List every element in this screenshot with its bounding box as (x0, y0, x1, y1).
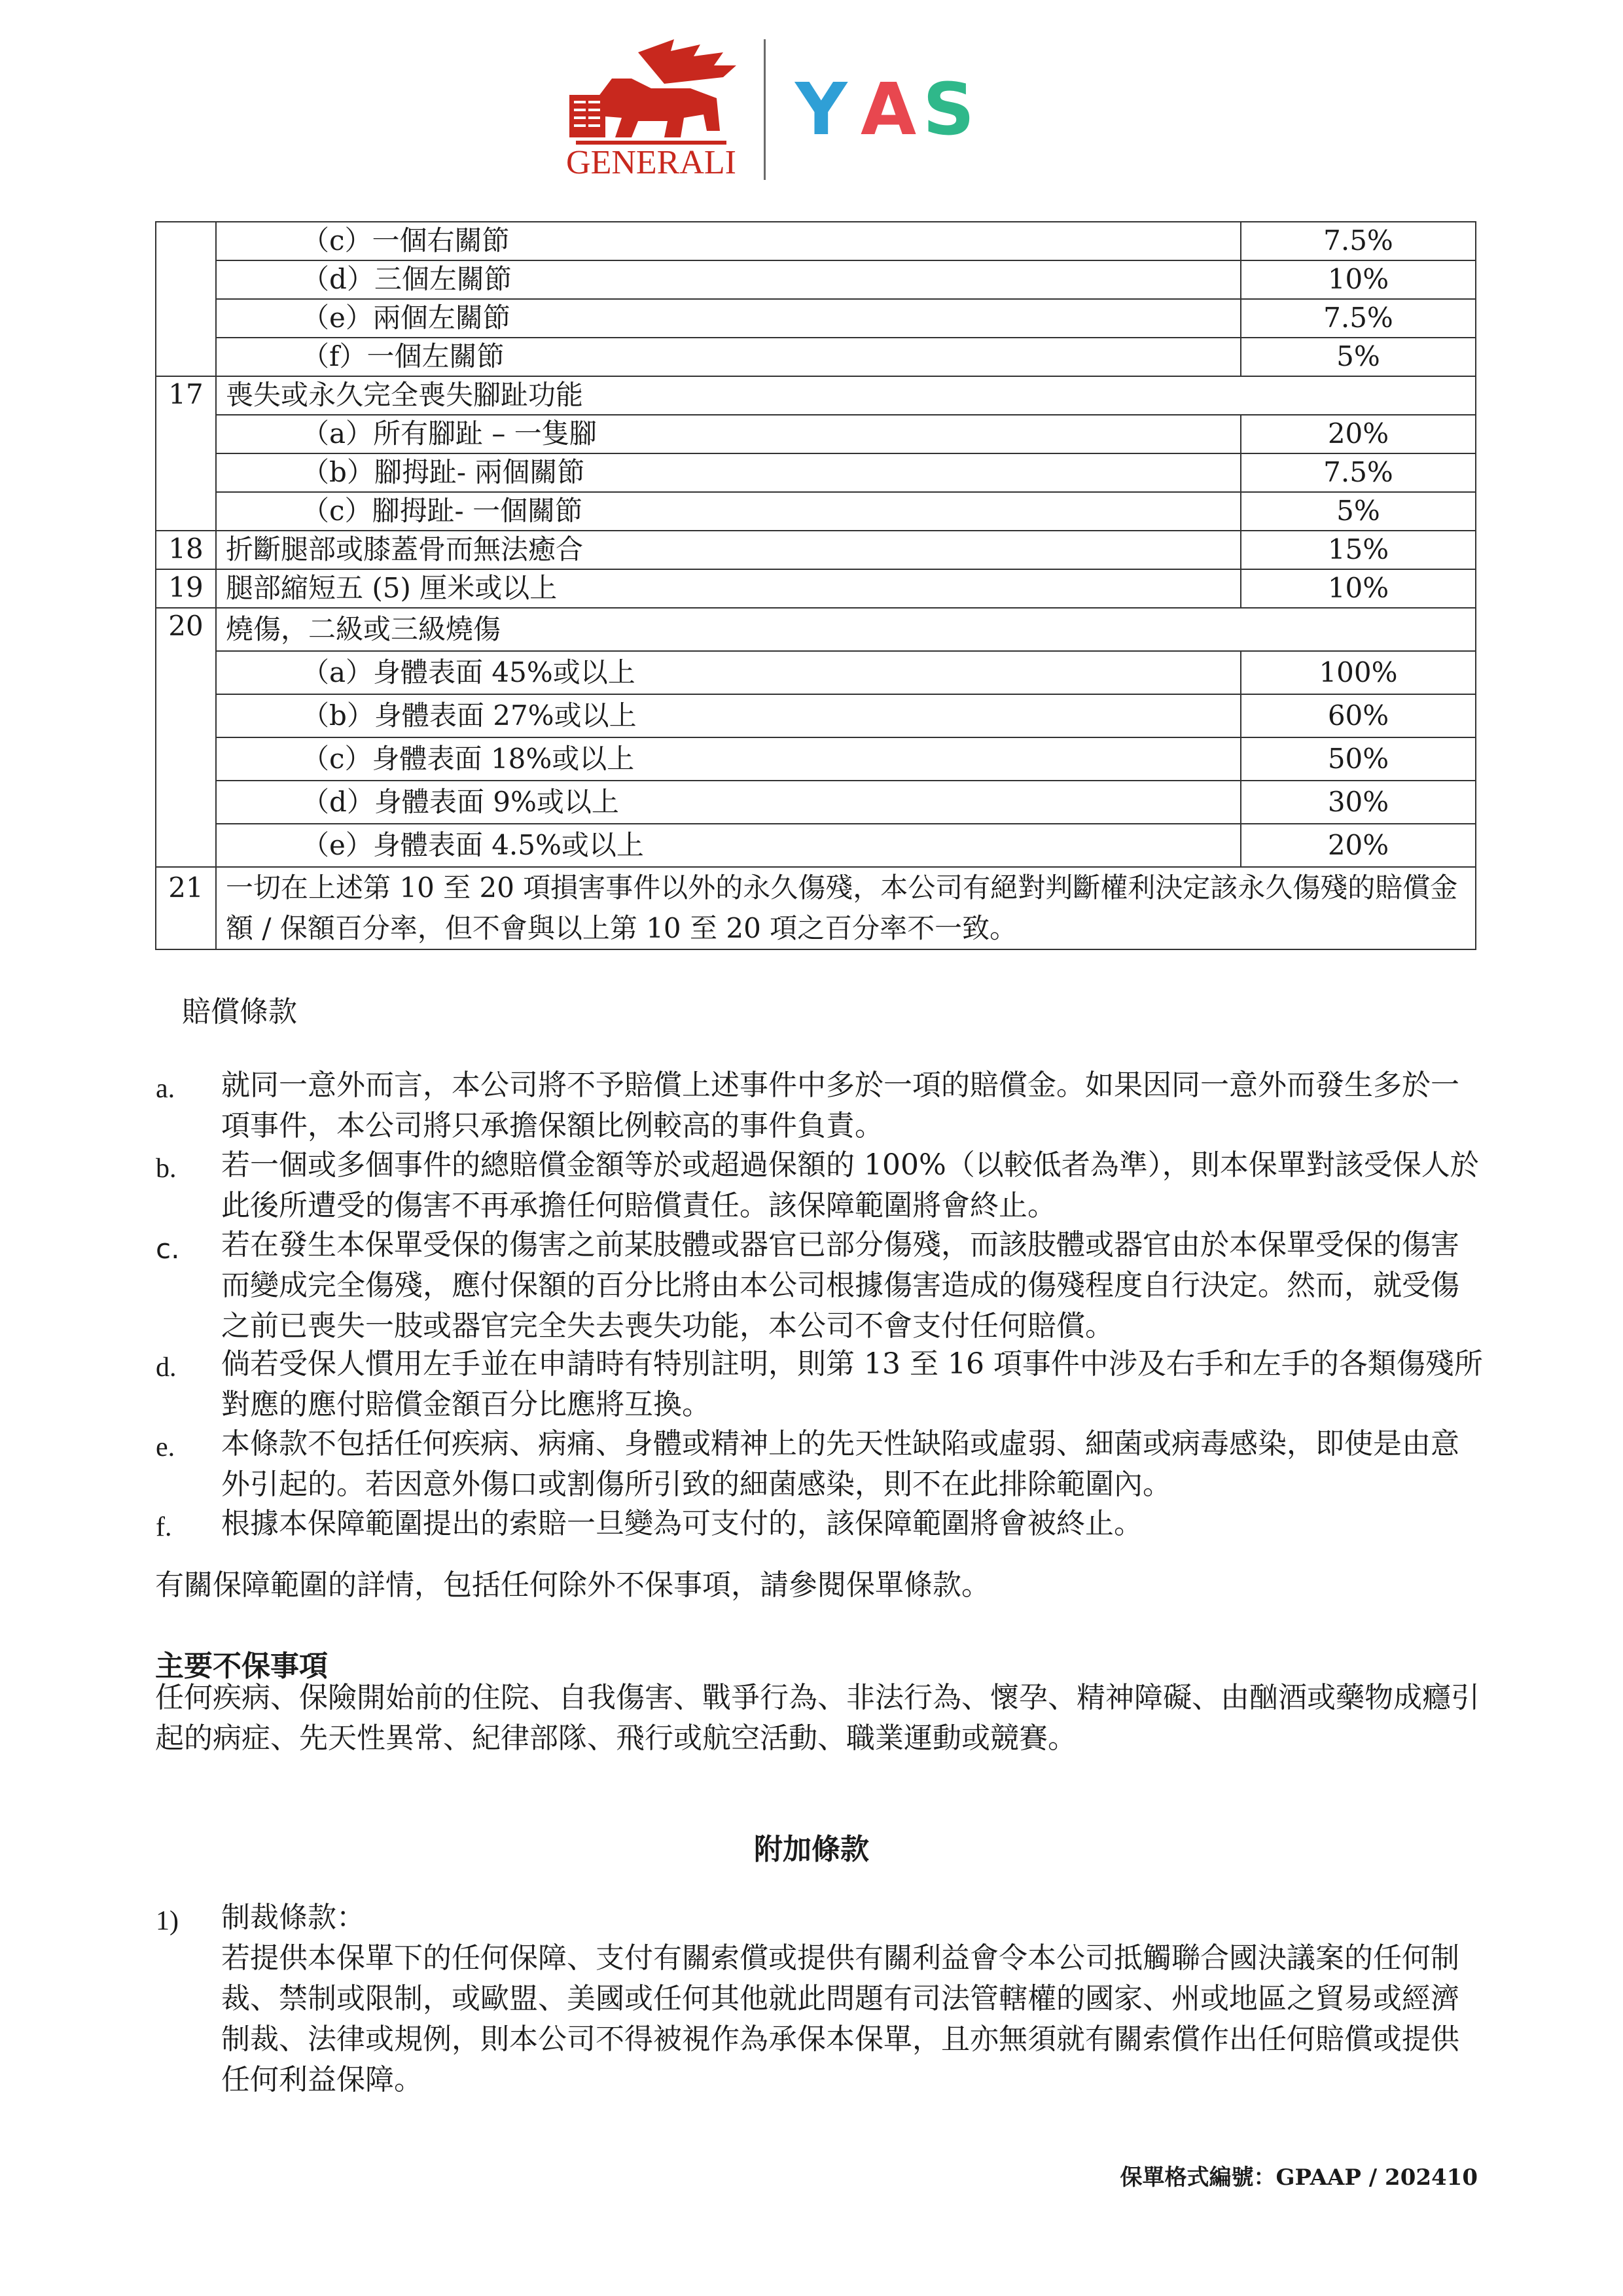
table-row (156, 651, 1476, 694)
list-marker: b. (156, 1154, 177, 1184)
list-marker: a. (156, 1074, 175, 1104)
list-marker: c. (156, 1233, 180, 1265)
item-percentage: 20% (1241, 415, 1476, 453)
item-number: 19 (156, 569, 216, 608)
yas-letter-a: A (861, 67, 917, 151)
item-description: （a）身體表面 45%或以上 (216, 651, 1241, 694)
header-logos (560, 26, 991, 181)
item-number: 18 (156, 531, 216, 569)
table-row (156, 222, 1476, 260)
item-percentage: 7.5% (1241, 222, 1476, 260)
yas-letter-y: Y (795, 67, 847, 151)
additional-terms-title: 附加條款 (754, 1833, 869, 1866)
compensation-item: 倘若受保人慣用左手並在申請時有特別註明，則第 13 至 16 項事件中涉及右手和左手的各類傷殘所對應的應付賠償金額百分比應將互換。 (221, 1347, 1483, 1421)
table-row (156, 415, 1476, 453)
item-description: （d）三個左關節 (216, 260, 1241, 299)
item-description: （b）腳拇趾- 兩個關節 (216, 453, 1241, 492)
compensation-item: 若在發生本保單受保的傷害之前某肢體或器官已部分傷殘，而該肢體或器官由於本保單受保的傷害而變成完全傷殘，應付保額的百分比將由本公司根據傷害造成的傷殘程度自行決定。然而，就受傷之前已喪失一肢或器官完全失去喪失功能，本公司不會支付任何賠償。 (221, 1228, 1459, 1343)
item-description: （c）腳拇趾- 一個關節 (216, 492, 1241, 531)
item-percentage: 5% (1241, 338, 1476, 376)
list-marker: e. (156, 1432, 175, 1462)
table-row (156, 781, 1476, 824)
table-row (156, 492, 1476, 531)
compensation-item: 本條款不包括任何疾病、病痛、身體或精神上的先天性缺陷或虛弱、細菌或病毒感染，即使是由意外引起的。若因意外傷口或割傷所引致的細菌感染，則不在此排除範圍內。 (221, 1427, 1459, 1501)
table-row (156, 376, 1476, 415)
list-marker: f. (156, 1512, 172, 1542)
additional-item-text: 若提供本保單下的任何保障、支付有關索償或提供有關利益會令本公司抵觸聯合國決議案的任何制裁、禁制或限制，或歐盟、美國或任何其他就此問題有司法管轄權的國家、州或地區之貿易或經濟制裁、法律或規例，則本公司不得被視作為承保本保單，且亦無須就有關索償作出任何賠償或提供任何利益保障。 (221, 1941, 1459, 2096)
policy-code: 保單格式編號：GPAAP / 202410 (1120, 2164, 1478, 2191)
item-percentage: 50% (1241, 737, 1476, 781)
table-row (156, 867, 1476, 949)
exclusions-text: 任何疾病、保險開始前的住院、自我傷害、戰爭行為、非法行為、懷孕、精神障礙、由酗酒或藥物成癮引起的病症、先天性異常、紀律部隊、飛行或航空活動、職業運動或競賽。 (155, 1681, 1480, 1755)
item-percentage: 7.5% (1241, 299, 1476, 338)
table-row (156, 694, 1476, 737)
item-description: （c）身體表面 18%或以上 (216, 737, 1241, 781)
table-row (156, 608, 1476, 651)
item-description: 一切在上述第 10 至 20 項損害事件以外的永久傷殘，本公司有絕對判斷權利決定該永久傷殘的賠償金額 / 保額百分率，但不會與以上第 10 至 20 項之百分率不一致。 (216, 867, 1476, 949)
item-number: 17 (156, 376, 216, 531)
item-description: （b）身體表面 27%或以上 (216, 694, 1241, 737)
item-percentage: 60% (1241, 694, 1476, 737)
item-description: （c）一個右關節 (216, 222, 1241, 260)
compensation-item: 若一個或多個事件的總賠償金額等於或超過保額的 100%（以較低者為準），則本保單對該受保人於此後所遭受的傷害不再承擔任何賠償責任。該保障範圍將會終止。 (221, 1148, 1479, 1222)
additional-item-heading: 制裁條款： (221, 1901, 365, 1934)
compensation-item: 根據本保障範圍提出的索賠一旦變為可支付的，該保障範圍將會被終止。 (221, 1507, 1143, 1540)
item-percentage: 15% (1241, 531, 1476, 569)
item-description: 燒傷，二級或三級燒傷 (216, 608, 1476, 651)
table-row (156, 299, 1476, 338)
item-description: （a）所有腳趾 – 一隻腳 (216, 415, 1241, 453)
item-percentage: 10% (1241, 569, 1476, 608)
table-row (156, 260, 1476, 299)
logo-divider (764, 39, 766, 180)
item-description: （f）一個左關節 (216, 338, 1241, 376)
compensation-item: 就同一意外而言，本公司將不予賠償上述事件中多於一項的賠償金。如果因同一意外而發生多於一項事件，本公司將只承擔保額比例較高的事件負責。 (221, 1069, 1459, 1142)
table-row (156, 531, 1476, 569)
item-percentage: 5% (1241, 492, 1476, 531)
table-row (156, 569, 1476, 608)
list-marker: d. (156, 1352, 177, 1383)
item-description: 折斷腿部或膝蓋骨而無法癒合 (216, 531, 1241, 569)
yas-letter-s: S (923, 67, 975, 151)
item-percentage: 7.5% (1241, 453, 1476, 492)
item-number: 20 (156, 608, 216, 867)
table-row (156, 453, 1476, 492)
item-number: 21 (156, 867, 216, 949)
item-description: 腿部縮短五 (5) 厘米或以上 (216, 569, 1241, 608)
item-percentage: 100% (1241, 651, 1476, 694)
exclusions-title: 主要不保事項 (155, 1650, 328, 1683)
table-row (156, 737, 1476, 781)
item-description: （e）兩個左關節 (216, 299, 1241, 338)
yas-logo (789, 62, 985, 154)
item-description: （d）身體表面 9%或以上 (216, 781, 1241, 824)
disability-benefit-table (155, 221, 1476, 950)
generali-wordmark: GENERALI (566, 144, 736, 181)
policy-details-note: 有關保障範圍的詳情，包括任何除外不保事項，請參閱保單條款。 (155, 1568, 990, 1602)
item-percentage: 10% (1241, 260, 1476, 299)
item-description: 喪失或永久完全喪失腳趾功能 (216, 376, 1476, 415)
item-percentage: 30% (1241, 781, 1476, 824)
compensation-title: 賠償條款 (182, 995, 297, 1029)
generali-lion-logo (560, 33, 743, 183)
table-row (156, 338, 1476, 376)
item-number (156, 222, 216, 376)
item-description: （e）身體表面 4.5%或以上 (216, 824, 1241, 867)
table-row (156, 824, 1476, 867)
item-percentage: 20% (1241, 824, 1476, 867)
list-marker: 1) (156, 1906, 179, 1936)
